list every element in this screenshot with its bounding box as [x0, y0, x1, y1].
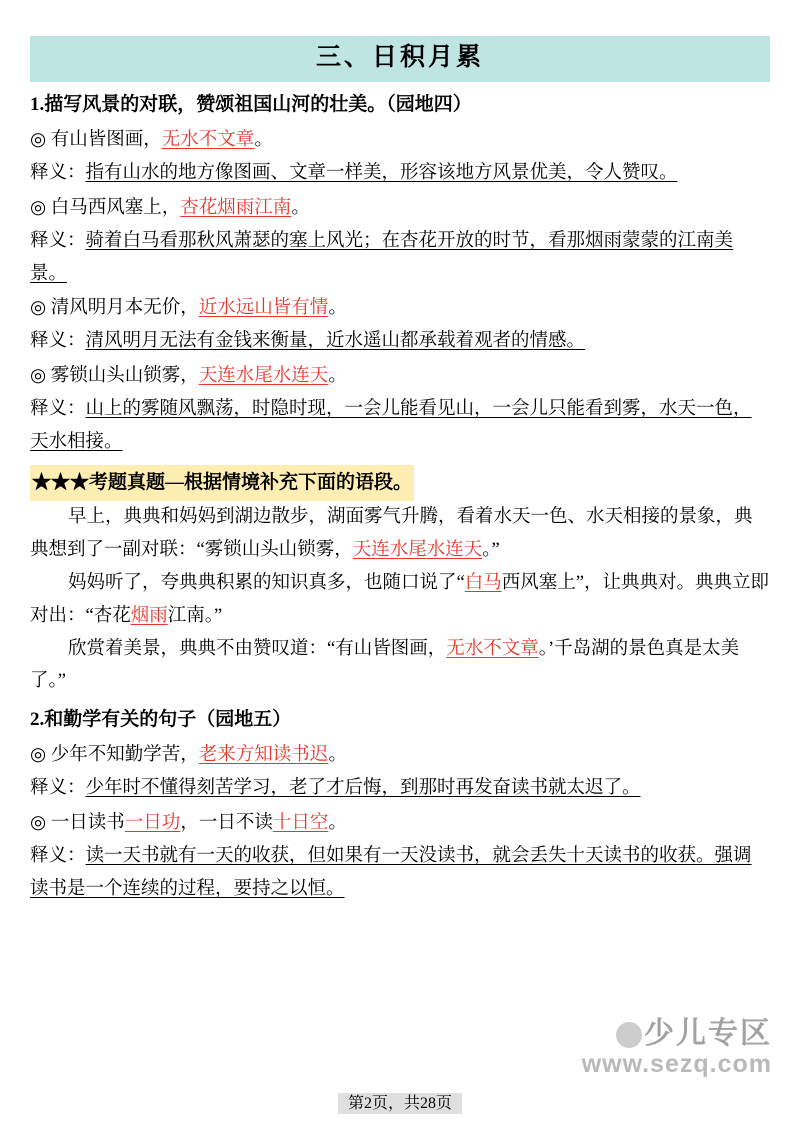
document-body [30, 88, 770, 906]
explain-label: 释义： [30, 162, 86, 183]
couplet-4-line [30, 360, 770, 393]
couplet-2-explain: 骑着白马看那秋风萧瑟的塞上风光；在杏花开放的时节，看那烟雨蒙蒙的江南美景。 [30, 230, 734, 284]
couplet-3-answer: 近水远山皆有情 [198, 298, 329, 319]
explain-label: 释义： [30, 331, 86, 352]
couplet-4-explain: 山上的雾随风飘荡，时隐时现，一会儿能看见山，一会儿只能看到雾，水天一色，天水相接。 [30, 399, 752, 453]
explain-label: 释义： [30, 230, 86, 251]
watermark [582, 1019, 772, 1079]
couplet-4-answer: 天连水尾水连天 [198, 366, 329, 387]
sentence-2-line [30, 807, 770, 840]
couplet-3-end: 。 [328, 298, 347, 319]
watermark-line-1: 少儿专区 [644, 1017, 772, 1050]
bullet-icon: ◎ [30, 197, 47, 218]
exam-p3-text-b: 。’千岛湖的景色真是太美了。” [30, 638, 740, 692]
couplet-2-answer: 杏花烟雨江南 [180, 197, 292, 218]
sentence-2-explain-line [30, 840, 770, 906]
sentence-2-first: 一日读书 [50, 813, 125, 834]
couplet-3-line [30, 292, 770, 325]
couplet-3-explain: 清风明月无法有金钱来衡量，近水遥山都承载着观者的情感。 [85, 331, 586, 352]
couplet-2-first: 白马西风塞上， [50, 197, 181, 218]
exam-paragraph-2 [30, 567, 770, 633]
exam-p2-text-mid: 西风塞上” [501, 572, 584, 593]
sentence-2-end: 。 [328, 813, 347, 834]
sentence-2-mid: ，一日不读 [180, 813, 273, 834]
exam-p2-answer-1: 白马 [464, 572, 502, 593]
exam-p1-text-b: 。” [482, 539, 500, 560]
explain-label: 释义： [30, 778, 86, 799]
exam-badge: ★★★考题真题—根据情境补充下面的语段。 [30, 465, 414, 501]
couplet-2-line [30, 192, 770, 225]
exam-paragraph-1 [30, 501, 770, 567]
section-2-heading: 2.和勤学有关的句子（园地五） [30, 709, 292, 731]
sentence-1-answer: 老来方知读书迟 [198, 745, 329, 766]
bullet-icon: ◎ [30, 129, 47, 150]
exam-p2-text-a: 妈妈听了，夸典典积累的知识真多，也随口说了“ [68, 572, 465, 593]
couplet-1-first: 有山皆图画， [50, 129, 162, 150]
couplet-1-answer: 无水不文章 [161, 129, 255, 150]
sentence-1-first: 少年不知勤学苦， [50, 745, 199, 766]
couplet-1-explain-line [30, 157, 770, 190]
bullet-icon: ◎ [30, 813, 47, 834]
sentence-1-explain-line [30, 772, 770, 805]
exam-p1-text-a: 早上，典典和妈妈到湖边散步，湖面雾气升腾，看着水天一色、水天相接的景象，典典想到了一副对联：“雾锁山头山锁雾， [30, 506, 753, 560]
sentence-1-end: 。 [328, 745, 347, 766]
exam-p2-answer-2: 烟雨 [130, 605, 168, 626]
couplet-2-end: 。 [291, 197, 310, 218]
couplet-1-explain: 指有山水的地方像图画、文章一样美，形容该地方风景优美，令人赞叹。 [85, 162, 678, 183]
couplet-4-end: 。 [328, 366, 347, 387]
couplet-1-end: 。 [254, 129, 273, 150]
exam-paragraph-3 [30, 633, 770, 699]
couplet-1-line [30, 124, 770, 157]
explain-label: 释义： [30, 399, 86, 420]
bullet-icon: ◎ [30, 745, 47, 766]
couplet-4-first: 雾锁山头山锁雾， [50, 366, 199, 387]
exam-p2-text-c: 江南。” [167, 605, 223, 626]
watermark-dot-icon [616, 1022, 642, 1048]
section-1-heading: 1.描写风景的对联，赞颂祖国山河的壮美。（园地四） [30, 94, 472, 115]
exam-p1-answer: 天连水尾水连天 [352, 539, 483, 560]
exam-p2-text-b: ，让典典对。典典立即对出：“杏花 [30, 572, 769, 626]
exam-p3-text-a: 欣赏着美景，典典不由赞叹道：“有山皆图画， [68, 638, 447, 659]
sentence-1-explain: 少年时不懂得刻苦学习，老了才后悔，到那时再发奋读书就太迟了。 [85, 778, 641, 799]
page-number-label: 第2页，共28页 [338, 1093, 462, 1114]
watermark-line-2: www.sezq.com [581, 1050, 772, 1078]
bullet-icon: ◎ [30, 298, 47, 319]
couplet-3-first: 清风明月本无价， [50, 298, 199, 319]
bullet-icon: ◎ [30, 366, 47, 387]
sentence-1-line [30, 739, 770, 772]
sentence-2-explain: 读一天书就有一天的收获，但如果有一天没读书，就会丢失十天读书的收获。强调读书是一个连续的过程，要持之以恒。 [30, 845, 752, 899]
sentence-2-answer-2: 十日空 [272, 813, 329, 834]
page-title: 三、日积月累 [30, 36, 770, 82]
exam-badge-line [30, 459, 770, 501]
couplet-3-explain-line [30, 325, 770, 358]
page-footer [0, 1090, 800, 1113]
explain-label: 释义： [30, 845, 86, 866]
sentence-2-answer-1: 一日功 [124, 813, 181, 834]
couplet-2-explain-line [30, 225, 770, 291]
exam-p3-answer: 无水不文章 [446, 638, 539, 659]
couplet-4-explain-line [30, 393, 770, 459]
